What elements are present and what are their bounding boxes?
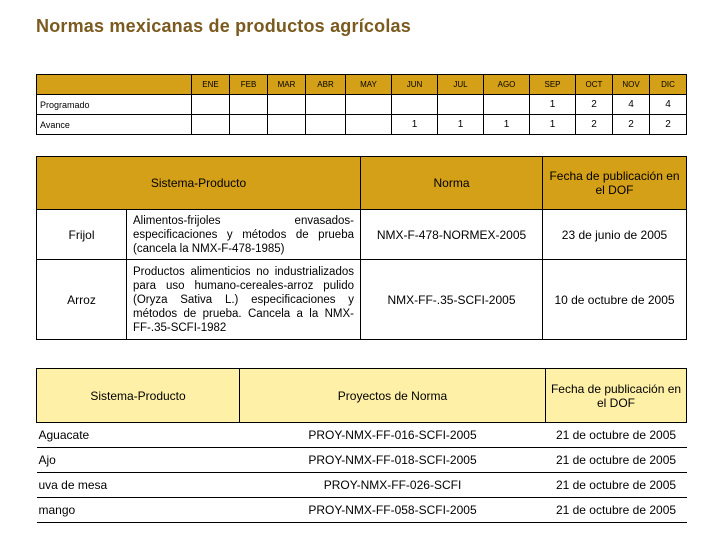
project-date: 21 de octubre de 2005: [546, 423, 687, 448]
norm-product: Frijol: [37, 210, 127, 260]
project-product: Aguacate: [37, 423, 240, 448]
project-product: mango: [37, 498, 240, 523]
schedule-cell: [230, 95, 268, 115]
schedule-cell: 1: [438, 115, 484, 135]
month-header: MAY: [346, 75, 392, 95]
schedule-cell: [268, 95, 306, 115]
norms-header-row: [37, 157, 687, 210]
schedule-cell: [230, 115, 268, 135]
project-code: PROY-NMX-FF-026-SCFI: [240, 473, 546, 498]
project-row: [37, 473, 687, 498]
header-norma: Norma: [361, 157, 543, 210]
norm-row-frijol: [37, 210, 687, 260]
project-date: 21 de octubre de 2005: [546, 498, 687, 523]
header-fecha: Fecha de publicación en el DOF: [546, 369, 687, 423]
schedule-cell: [306, 95, 346, 115]
month-header: FEB: [230, 75, 268, 95]
project-row: [37, 448, 687, 473]
month-header: ENE: [192, 75, 230, 95]
project-row: [37, 498, 687, 523]
projects-table: [36, 368, 687, 523]
schedule-cell: 1: [530, 95, 576, 115]
schedule-cell: [484, 95, 530, 115]
projects-header-row: [37, 369, 687, 423]
schedule-cell: 2: [576, 115, 613, 135]
schedule-cell: [346, 95, 392, 115]
norm-description: Productos alimenticios no industrializados para uso humano-cereales-arroz pulido (Oryza Sativa L.) especificaciones y métodos de prueba. Cancela a la NMX-FF-.35-SCFI-1982: [127, 260, 361, 340]
schedule-cell: 2: [576, 95, 613, 115]
schedule-cell: 2: [613, 115, 650, 135]
schedule-cell: 4: [613, 95, 650, 115]
norm-date: 23 de junio de 2005: [543, 210, 687, 260]
header-proyectos: Proyectos de Norma: [240, 369, 546, 423]
norm-description: Alimentos-frijoles envasados-especificaciones y métodos de prueba (cancela la NMX-F-478-1985): [127, 210, 361, 260]
schedule-cell: 2: [650, 115, 687, 135]
schedule-cell: 1: [530, 115, 576, 135]
schedule-header-row: [37, 75, 687, 95]
month-header: JUN: [392, 75, 438, 95]
schedule-cell: [392, 95, 438, 115]
month-header: DIC: [650, 75, 687, 95]
schedule-row-avance: [37, 115, 687, 135]
project-row: [37, 423, 687, 448]
project-code: PROY-NMX-FF-058-SCFI-2005: [240, 498, 546, 523]
norm-date: 10 de octubre de 2005: [543, 260, 687, 340]
schedule-cell: [192, 95, 230, 115]
schedule-cell: [192, 115, 230, 135]
project-date: 21 de octubre de 2005: [546, 473, 687, 498]
page-title: Normas mexicanas de productos agrícolas: [36, 16, 411, 36]
header-sistema-producto: Sistema-Producto: [37, 369, 240, 423]
schedule-cell: 1: [392, 115, 438, 135]
schedule-cell: [306, 115, 346, 135]
month-header: MAR: [268, 75, 306, 95]
norms-table: [36, 156, 687, 340]
schedule-table: [36, 74, 687, 135]
header-fecha: Fecha de publicación en el DOF: [543, 157, 687, 210]
schedule-cell: 1: [484, 115, 530, 135]
norm-product: Arroz: [37, 260, 127, 340]
schedule-cell: 4: [650, 95, 687, 115]
schedule-row-programado: [37, 95, 687, 115]
project-date: 21 de octubre de 2005: [546, 448, 687, 473]
project-code: PROY-NMX-FF-018-SCFI-2005: [240, 448, 546, 473]
project-code: PROY-NMX-FF-016-SCFI-2005: [240, 423, 546, 448]
schedule-cell: [268, 115, 306, 135]
month-header: SEP: [530, 75, 576, 95]
schedule-header-blank: [37, 75, 192, 95]
month-header: OCT: [576, 75, 613, 95]
norm-code: NMX-FF-.35-SCFI-2005: [361, 260, 543, 340]
month-header: JUL: [438, 75, 484, 95]
norm-code: NMX-F-478-NORMEX-2005: [361, 210, 543, 260]
row-label: Avance: [37, 115, 112, 135]
header-sistema-producto: Sistema-Producto: [37, 157, 361, 210]
schedule-cell: [346, 115, 392, 135]
norm-row-arroz: [37, 260, 687, 340]
row-label: Programado: [37, 95, 112, 115]
project-product: uva de mesa: [37, 473, 240, 498]
month-header: AGO: [484, 75, 530, 95]
schedule-cell: [438, 95, 484, 115]
project-product: Ajo: [37, 448, 240, 473]
month-header: ABR: [306, 75, 346, 95]
month-header: NOV: [613, 75, 650, 95]
